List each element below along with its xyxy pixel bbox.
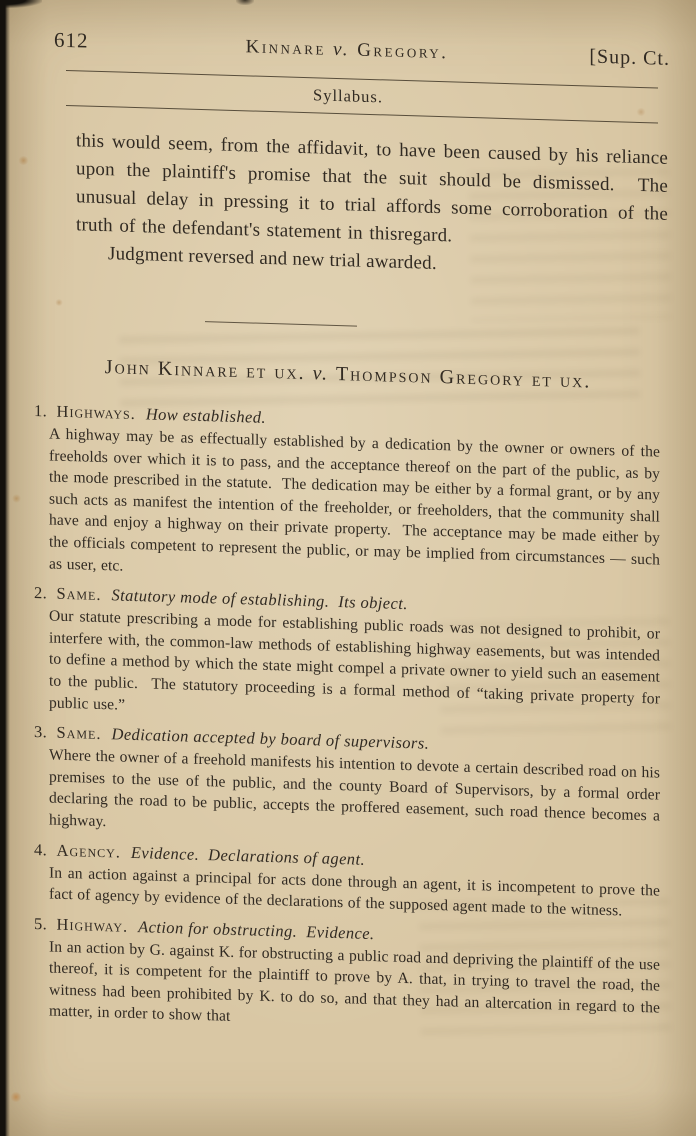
- running-head: [144, 33, 550, 67]
- judgment-line: Judgment reversed and new trial awarded.: [108, 243, 437, 274]
- item-number: 2.: [34, 583, 48, 603]
- page-number: 612: [54, 27, 89, 53]
- scan-left-edge: [0, 0, 10, 1136]
- syllabus-label: Syllabus.: [313, 85, 383, 107]
- court-label: [Sup. Ct.: [589, 45, 670, 70]
- opinion-paragraph: this would seem, from the affidavit, to have been caused by his reliance upon the plaintiff's promise that the suit should be dismissed. The unusual delay in pressing it to trial affords some corroboration of the truth of the defendant's statement in thisregard.: [76, 130, 675, 247]
- item-text: In an action by G. against K. for obstructing a public road and depriving the plaintiff of the use thereof, it is competent for the plaintiff to prove by A. that, in trying to travel the road, the witness had been prohibited by K. to do so, and that they had an altercation in regard to the matter, in order to show that: [49, 938, 665, 1026]
- case-title-versus: v.: [312, 362, 329, 385]
- item-topic: Same.: [56, 722, 102, 744]
- item-catchline: Dedication accepted by board of supervisors.: [111, 724, 430, 753]
- syllabus-item-1: [34, 399, 665, 593]
- item-topic: Highways.: [56, 401, 136, 424]
- syllabus-list: [0, 398, 696, 1042]
- item-number: 1.: [34, 401, 48, 421]
- item-catchline: Evidence. Declarations of agent.: [130, 842, 365, 869]
- case-title: [0, 353, 696, 397]
- item-text: In an action against a principal for acts done through an agent, it is incompetent to prove the fact of agency by evidence of the declarations of the supposed agent made to the witness.: [49, 863, 665, 920]
- syllabus-item-2: [34, 581, 665, 732]
- scan-top-mark: [236, 0, 254, 5]
- syllabus-item-4: [34, 838, 665, 924]
- item-number: 3.: [34, 722, 48, 742]
- item-catchline: How established.: [145, 404, 266, 427]
- item-number: 5.: [34, 913, 48, 934]
- case-title-left: John Kinnare et ux.: [104, 356, 306, 385]
- syllabus-item-3: [34, 720, 665, 849]
- paper-stain: [10, 1092, 22, 1102]
- running-head-versus: v.: [333, 38, 350, 61]
- item-number: 4.: [34, 839, 48, 859]
- case-title-right: Thompson Gregory et ux.: [335, 362, 592, 393]
- page-header: [0, 0, 696, 72]
- item-topic: Same.: [56, 583, 102, 605]
- running-head-right: Gregory.: [357, 39, 449, 64]
- scan-top-corner: [0, 0, 42, 8]
- item-text: Where the owner of a freehold manifests his intention to devote a certain described road on his premises to the use of the public, and the county Board of Supervisors, by a formal order declaring the road to be public, accepts the proffered easement, such road thence becomes a highway.: [49, 746, 665, 831]
- item-text: A highway may be as effectually established by a dedication by the owner or owners of the freeholds over which it is to pass, and the acceptance thereof on the part of the public, as by the mode prescribed in the statute. The dedication may be either by a formal grant, or by any such acts as manifest the intention of the freeholder, or freeholders, that the community shall have and enjoy a highway on their private property. The acceptance may be made either by the officials competent to represent the public, or may be implied from circumstances — such as user, etc.: [49, 425, 665, 575]
- syllabus-item-5: [34, 912, 665, 1041]
- item-topic: Agency.: [56, 840, 121, 862]
- item-text: Our statute prescribing a mode for establishing public roads was not designed to prohibit, or interfere with, the common-law methods of establishing highway easements, but was intended to define a method by which the state might compel a private owner to yield such an easement to the public. The statutory proceeding is a formal method of “taking private property for public use.”: [49, 607, 665, 714]
- item-topic: Highway.: [56, 914, 129, 936]
- item-catchline: Action for obstructing. Evidence.: [138, 916, 375, 943]
- item-catchline: Statutory mode of establishing. Its object.: [111, 585, 408, 614]
- running-head-left: Kinnare: [245, 36, 326, 60]
- section-divider: [205, 321, 357, 327]
